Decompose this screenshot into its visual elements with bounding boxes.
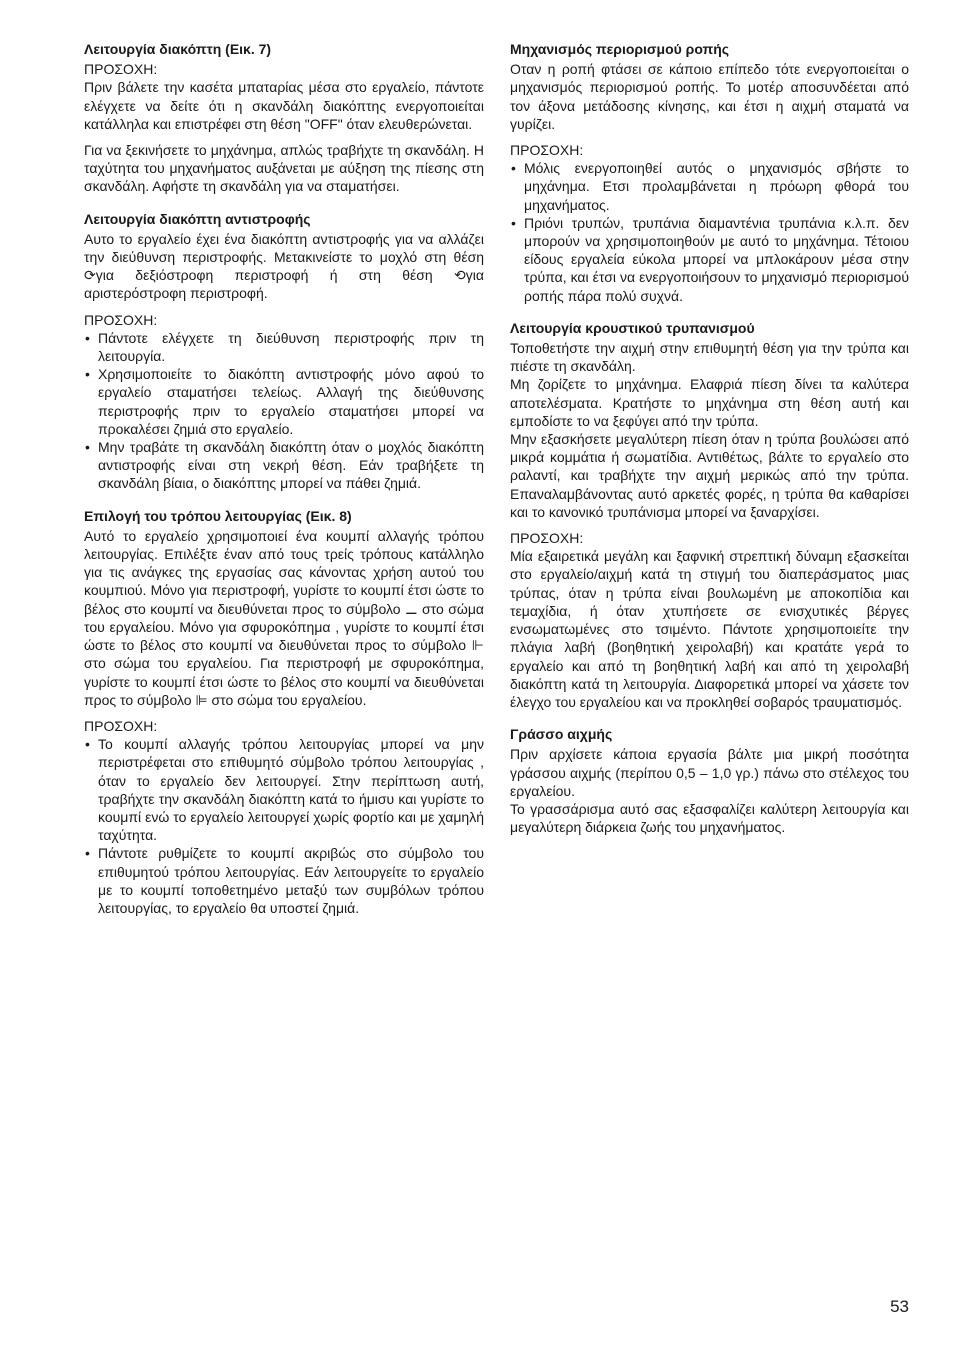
caution-text: Μία εξαιρετικά μεγάλη και ξαφνική στρεπτική δύναμη εξασκείται στο εργαλείο/αιχμή κατά τη στιγμή του διαπεράσματος μιας τρύπας, όταν η τρύπα είναι βουλωμένη με αποκοπίδια και τεμαχίδια, ή όταν χτυπήσετε σε ενισχυτικές βέργες ενσωματωμένες στο τσιμέντο. Πάντοτε χρησιμοποιείτε την πλάγια λαβή (βοηθητική χειρολαβή) και κρατάτε γερά το εργαλείο και από τη βοηθητική λαβή και από τη χειρολαβή διακόπτη κατά τη λειτουργία. Διαφορετικά μπορεί να χάσετε τον έλεγχο του εργαλείου και να προκληθεί σοβαρός τραυματισμός. <box>510 548 909 710</box>
list-item: • Πάντοτε ελέγχετε τη διεύθυνση περιστροφής πριν τη λειτουργία. <box>84 329 484 365</box>
section-heading: Μηχανισμός περιορισμού ροπής <box>510 41 730 57</box>
torque-limiter-section <box>510 40 909 305</box>
list-item: • Μην τραβάτε τη σκανδάλη διακόπτη όταν ο μοχλός διακόπτη αντιστροφής είναι στη νεκρή θέση. Εάν τραβήξετε τη σκανδάλη βίαια, ο διακόπτης μπορεί να πάθει ζημιά. <box>84 438 484 493</box>
section-body: Τοποθετήστε την αιχμή στην επιθυμητή θέση για την τρύπα και πιέστε τη σκανδάλη. Μη ζορίζετε το μηχάνημα. Ελαφριά πίεση δίνει τα καλύτερα αποτελέσματα. Κρατήστε το μηχάνημα στη θέση αυτή και εμποδίστε το να ξεφύγει από την τρύπα. Μην εξασκήσετε μεγαλύτερη πίεση όταν η τρύπα βουλώσει από μικρά κομμάτια ή σωματίδια. Αντιθέτως, βάλτε το εργαλείο στο ραλαντί, και τραβήχτε την αιχμή μερικώς από την τρύπα. Επαναλαμβάνοντας αυτό αρκετές φορές, η τρύπα θα καθαρίσει και το κανονικό τρυπάνισμα μπορεί να ξαναρχίσει. <box>510 340 909 520</box>
right-column <box>510 40 909 850</box>
caution-list <box>84 735 484 917</box>
reversing-switch-section <box>84 210 484 493</box>
section-body: Πριν αρχίσετε κάποια εργασία βάλτε μια μικρή ποσότητα γράσσου αιχμής (περίπου 0,5 – 1,0 γρ.) πάνω στο στέλεχος του εργαλείου. Το γρασσάρισμα αυτό σας εξασφαλίζει καλύτερη λειτουργία και μεγαλύτερη διάρκεια ζωής του μηχανήματος. <box>510 746 909 836</box>
hammer-drilling-section <box>510 319 909 711</box>
caution-label: ΠΡΟΣΟΧΗ: <box>84 311 158 328</box>
caution-label: ΠΡΟΣΟΧΗ: <box>510 530 584 547</box>
section-heading: Λειτουργία διακόπτη (Εικ. 7) <box>84 41 272 57</box>
caution-list <box>84 329 484 493</box>
caution-list <box>510 159 909 305</box>
action-mode-section <box>84 507 484 917</box>
list-item: • Μόλις ενεργοποιηθεί αυτός ο μηχανισμός σβήστε το μηχάνημα. Ετσι προλαμβάνεται η πρόωρη φθορά του μηχανήματος. <box>510 159 909 214</box>
caution-label: ΠΡΟΣΟΧΗ: <box>84 717 158 734</box>
list-item: • Πάντοτε ρυθμίζετε το κουμπί ακριβώς στο σύμβολο του επιθυμητού τρόπου λειτουργίας. Εάν λειτουργείτε το εργαλείο με το κουμπί τοποθετημένο μεταξύ των συμβόλων τρόπου λειτουργίας, το εργαλείο θα υποστεί ζημιά. <box>84 844 484 917</box>
caution-label: ΠΡΟΣΟΧΗ: <box>84 61 158 78</box>
section-body: Αυτό το εργαλείο χρησιμοποιεί ένα κουμπί αλλαγής τρόπου λειτουργίας. Επιλέξτε έναν από τους τρείς τρόπους κατάλληλο για τις ανάγκες της εργασίας σας κάνοντας χρήση αυτού του κουμπιού. Μόνο για περιστροφή, γυρίστε το κουμπί έτσι ώστε το βέλος στο κουμπί να διευθύνεται προς το σύμβολο ⚊ στο σώμα του εργαλείου. Μόνο για σφυροκόπημα , γυρίστε το κουμπί έτσι ώστε το βέλος στο κουμπί να διευθύνεται προς το σύμβολο ⊩ στο σώμα του εργαλείου. Για περιστροφή με σφυροκόπημα, γυρίστε το κουμπί έτσι ώστε το βέλος στο κουμπί να διευθύνεται προς το σύμβολο ⊫ στο σώμα του εργαλείου. <box>84 527 484 708</box>
left-column <box>84 40 484 931</box>
switch-action-section <box>84 40 484 196</box>
list-item: • Πριόνι τρυπών, τρυπάνια διαμαντένια τρυπάνια κ.λ.π. δεν μπορούν να χρησιμοποιηθούν με αυτό το μηχάνημα. Τέτοιου είδους εργαλεία εύκολα μπορεί να μπλοκάρουν μέσα στην τρύπα, και έτσι να ενεργοποιήσουν το μηχανισμό περιορισμού ροπής πάρα πολύ συχνά. <box>510 214 909 305</box>
list-item: • Το κουμπί αλλαγής τρόπου λειτουργίας μπορεί να μην περιστρέφεται στο επιθυμητό σύμβολο τρόπου λειτουργίας , όταν το εργαλείο δεν λειτουργεί. Στην περίπτωση αυτή, τραβήχτε την σκανδάλη διακόπτη κατά το ήμισυ και γυρίστε το κουμπί ενώ το εργαλείο λειτουργεί χωρίς φορτίο και με χαμηλή ταχύτητα. <box>84 735 484 844</box>
caution-label: ΠΡΟΣΟΧΗ: <box>510 142 584 159</box>
section-body: Για να ξεκινήσετε το μηχάνημα, απλώς τραβήχτε τη σκανδάλη. Η ταχύτητα του μηχανήματος αυξάνεται με αύξηση της πίεσης στη σκανδάλη. Αφήστε τη σκανδάλη για να σταματήσει. <box>84 142 484 195</box>
section-heading: Γράσσο αιχμής <box>510 726 613 743</box>
section-heading: Λειτουργία διακόπτη αντιστροφής <box>84 210 311 227</box>
section-heading: Λειτουργία κρουστικού τρυπανισμού <box>510 319 755 336</box>
section-heading: Επιλογή του τρόπου λειτουργίας (Εικ. 8) <box>84 507 352 524</box>
section-body: Οταν η ροπή φτάσει σε κάποιο επίπεδο τότε ενεργοποιείται ο μηχανισμός περιορισμού ροπής. Το μοτέρ αποσυνδέεται από τον άξονα μετάδοσης κίνησης, και έτσι η αιχμή σταματά να γυρίζει. <box>510 61 909 132</box>
page-number: 53 <box>890 1297 909 1316</box>
section-body: Αυτο το εργαλείο έχει ένα διακόπτη αντιστροφής για να αλλάζει την διεύθυνση περιστροφής. Μετακινείστε το μοχλό στη θέση ⟳για δεξιόστροφη περιστροφή ή στη θέση ⟲για αριστερόστροφη περιστροφή. <box>84 230 484 302</box>
bit-grease-section <box>510 725 909 836</box>
caution-text: Πριν βάλετε την κασέτα μπαταρίας μέσα στο εργαλείο, πάντοτε ελέγχετε να δείτε ότι η σκανδάλη διακόπτης ενεργοποιείται κατάλληλα και επιστρέφει στη θέση "OFF" όταν ελευθερώνεται. <box>84 79 484 132</box>
list-item: • Χρησιμοποιείτε το διακόπτη αντιστροφής μόνο αφού το εργαλείο σταματήσει τελείως. Αλλαγή της διεύθυνσης περιστροφής πριν το εργαλείο σταματήσει μπορεί να προκαλέσει ζημιά στο εργαλείο. <box>84 365 484 438</box>
